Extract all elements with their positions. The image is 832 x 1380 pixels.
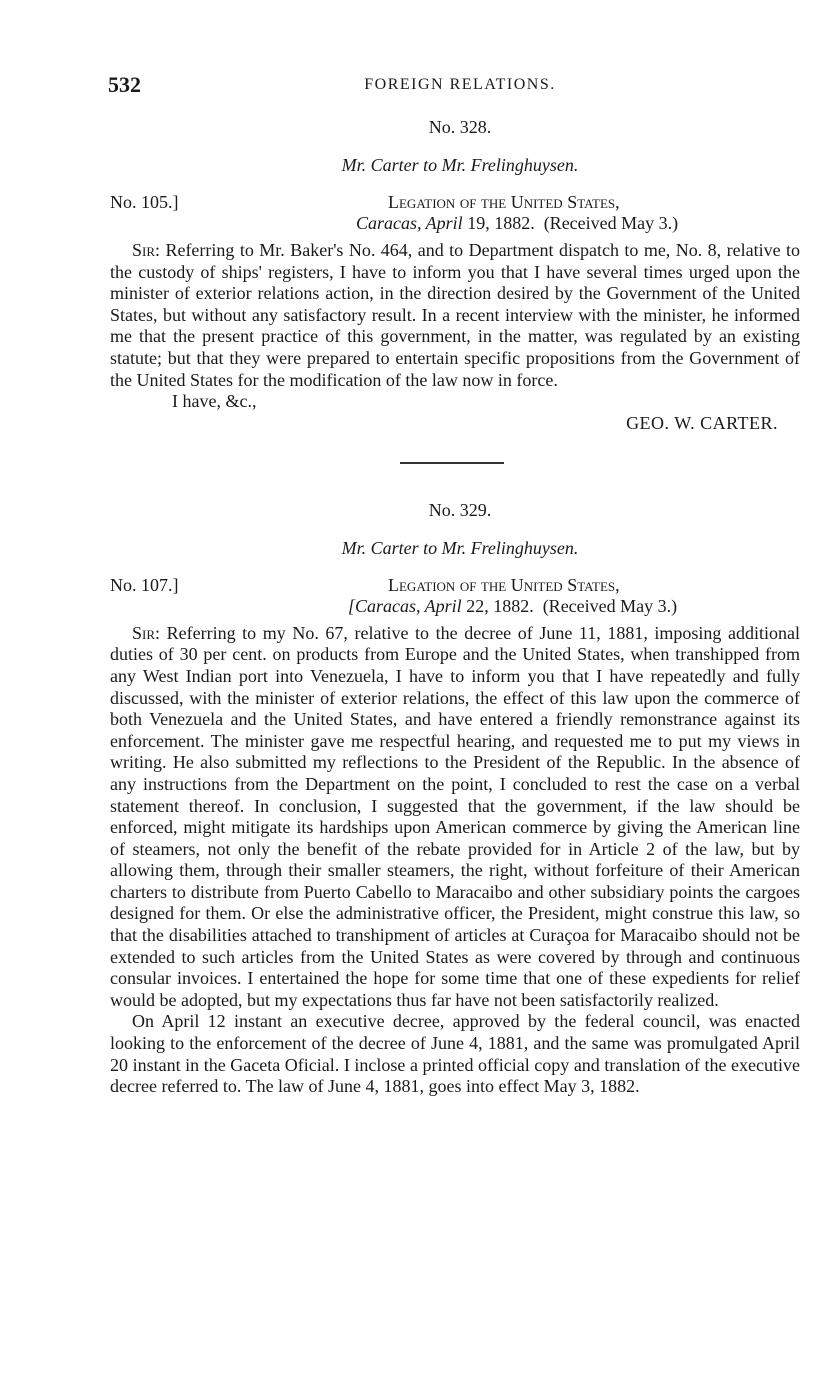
document-heading: Mr. Carter to Mr. Frelinghuysen. [341,537,579,558]
body-paragraph [110,623,800,1012]
date: 19, 1882. [467,213,535,233]
dateline [110,575,800,623]
date-line [356,213,678,234]
place-date: [Caracas, April [348,595,462,616]
page-number: 532 [108,72,141,97]
paragraph-text: : Referring to Mr. Baker's No. 464, and to Department dispatch to me, No. 8, relative to the custody of ships' registers, I have to inform you that I have several times urged upon the minister of exterior relations action, in the direction desired by the Government of the United States, but without any satisfactory result. In a recent interview with the minister, he informed me that the present practice of this government, in the matter, was regulated by an existing statute; but that they were prepared to entertain specific propositions from the Government of the United States for the modification of the law now in force. [110,240,800,390]
document-number: No. 328. [428,117,492,137]
document-heading: Mr. Carter to Mr. Frelinghuysen. [341,155,579,175]
body-paragraph: On April 12 instant an executive decree, approved by the federal council, was enacted looking to the enforcement of the decree of June 4, 1881, and the same was promulgated April 20 instant in the Gaceta Oficial. I inclose a printed official copy and translation of the executive decree referred to. The law of June 4, 1881, goes into effect May 3, 1882. [110,1011,800,1097]
salutation: Sir [132,622,156,643]
letter-329 [110,500,800,1098]
salutation: Sir [132,240,156,260]
legation-name: Legation of the United States, [388,574,620,595]
place-date: Caracas, April [356,213,463,233]
document-number: No. 329. [428,499,492,520]
section-divider [400,462,504,464]
legation-name: Legation of the United States, [388,192,620,212]
running-title: FOREIGN RELATIONS. [364,76,556,93]
closing: I have, &c., [172,391,257,412]
received-note: (Received May 3.) [543,213,679,233]
date: 22, 1882. [466,595,534,616]
despatch-number: No. 107.] [110,574,179,595]
signature: GEO. W. CARTER. [626,412,778,433]
body-paragraph [110,240,800,391]
received-note: (Received May 3.) [542,595,678,616]
letter-328 [110,117,800,434]
dateline [110,192,800,240]
despatch-number: No. 105.] [110,192,179,212]
paragraph-text: : Referring to my No. 67, relative to the decree of June 11, 1881, imposing additional duties of 30 per cent. on products from Europe and the United States, when transhipped from any West Indian port into Venezuela, I have to inform you that I have repeatedly and fully discussed, with the minister of exterior relations, the effect of this law upon the commerce of both Venezuela and the United States, and have entered a friendly remonstrance against its enforcement. The minister gave me respectful hearing, and requested me to put my views in writing. He also submitted my reflections to the President of the Republic. In the absence of any instructions from the Department on the point, I concluded to rest the case on a verbal statement thereof. In conclusion, I suggested that the government, if the law should be enforced, might mitigate its hardships upon American commerce by giving the American line of steamers, not only the benefit of the rebate provided for in Article 2 of the law, but by allowing them, through their smaller steamers, the right, without forfeiture of their American charters to distribute from Puerto Cabello to Maracaibo and other subsidiary points the cargoes designed for them. Or else the administrative officer, the President, might construe this law, so that the disabilities attached to transhipment of articles at Curaçoa for Maracaibo should not be extended to such articles from the United States as were covered by through and continuous consular invoices. I entertained the hope for some time that one of these expedients for relief would be adopted, but my expectations thus far have not been satisfactorily realized. [110,622,800,1010]
date-line [348,596,677,617]
running-head [110,66,800,102]
document-page [110,66,800,1098]
